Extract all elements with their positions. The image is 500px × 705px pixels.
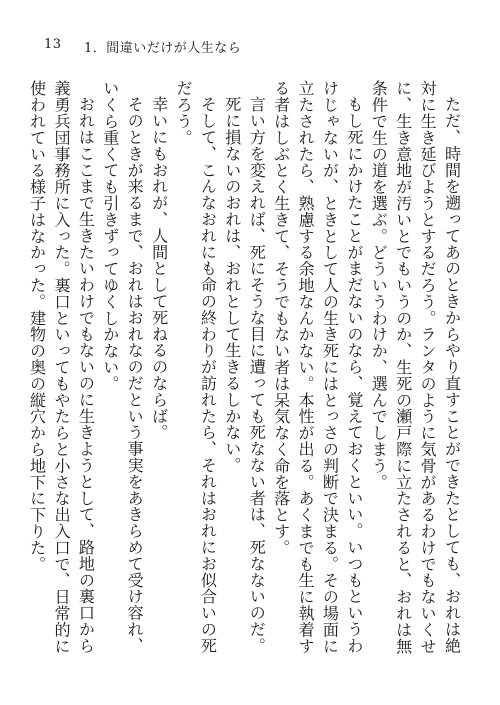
paragraph-3: 言い方を変えれば、死にそうな目に遭っても死なない者は、死なないのだ。 (246, 96, 266, 654)
paragraph-4: 死に損ないのおれは、おれとして生きるしかない。 (222, 96, 242, 474)
paragraph-7: そのときが来るまで、おれはおれなのだという事実をあきらめて受け容れ、いくら重くても引きずってゆくしかない。 (100, 80, 144, 654)
body-text (27, 80, 463, 670)
paragraph-2: もし死にかけたことがまだないのなら、覚えておくといい。いつもというわけじゃないが、ときとして人の生き死にはとっさの判断で決まる。その場面に立たされたら、熟慮する余地なんかない。本性が出る。あくまでも生に執着する者はしぶとく生きて、そうでもない者は呆気なく命を落とす。 (271, 80, 364, 654)
running-head: 1．間違いだけが人生なら (84, 41, 242, 56)
paragraph-6: 幸いにもおれが、人間として死ねるのならば。 (149, 96, 169, 441)
paragraph-5: そして、こんなおれにも命の終わりが訪れたら、それはおれにお似合いの死だろう。 (173, 80, 217, 654)
paragraph-8: おれはここまで生きたいわけでもないのに生きようとして、路地の裏口から義勇兵団事務所に入った。裏口といってもやたらと小さな出入口で、日常的に使われている様子はなかった。建物の奥の縦穴から地下に下りた。 (27, 80, 95, 654)
paragraph-1: ただ、時間を遡ってあのときからやり直すことができたとしても、おれは絶対に生き延びようとするだろう。ランタのように気骨があるわけでもないくせに、生き意地が汚いとでもいうのか、生死の瀬戸際に立たされると、おれは無条件で生の道を選ぶ。どういうわけか、選んでしまう。 (368, 80, 461, 654)
page-number: 13 (44, 37, 62, 52)
